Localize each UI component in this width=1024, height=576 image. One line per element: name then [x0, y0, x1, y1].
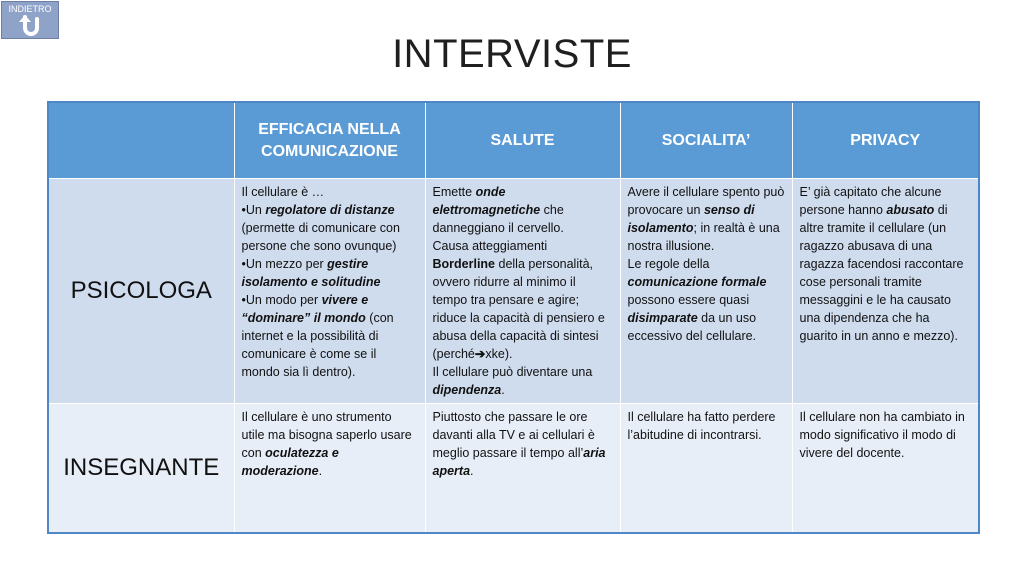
cell-text: da un uso eccessivo del cellulare. [627, 311, 757, 343]
table-header-row [48, 102, 979, 179]
cell-text: di altre tramite il cellulare (un ragazzo abusava di una ragazza facendosi raccontare cose personali tramite messaggini e le ha causato una dipendenza che ha guarito in un anno e mezzo). [799, 203, 964, 343]
cell-text: xke). [485, 347, 513, 361]
row-header: INSEGNANTE [48, 404, 234, 534]
cell-text: (con internet e la possibilità di comunicare è come se il mondo sia lì dentro). [241, 311, 394, 379]
row-header: PSICOLOGA [48, 179, 234, 404]
table-cell [234, 179, 425, 404]
cell-text: •Un modo per [241, 293, 322, 307]
cell-text: . [470, 464, 474, 478]
table-cell [425, 179, 620, 404]
column-header: SOCIALITA’ [620, 102, 792, 179]
cell-text: Avere il cellulare spento può provocare un [627, 185, 785, 217]
column-header: PRIVACY [792, 102, 979, 179]
cell-text: possono essere quasi [627, 293, 750, 307]
cell-text: dipendenza [432, 383, 502, 397]
table-row [48, 179, 979, 404]
cell-text: •Un mezzo per [241, 257, 328, 271]
cell-text: oculatezza e moderazione [241, 446, 339, 478]
cell-text: senso di isolamento [627, 203, 755, 235]
cell-text: aria aperta [432, 446, 606, 478]
cell-text: onde elettromagnetiche [432, 185, 541, 217]
cell-text: Il cellulare può diventare una [432, 365, 593, 379]
interviews-table [47, 101, 980, 534]
cell-text: Emette [432, 185, 476, 199]
cell-text: Causa atteggiamenti [432, 239, 548, 253]
back-button-label: INDIETRO [8, 4, 52, 14]
cell-text: E’ già capitato che alcune persone hanno [799, 185, 942, 217]
cell-text: comunicazione formale [627, 275, 767, 289]
cell-text: Il cellulare è uno strumento utile ma bisogna saperlo usare con [241, 410, 412, 460]
cell-text: ; in realtà è una nostra illusione. [627, 221, 780, 253]
cell-text: vivere e “dominare” il mondo [241, 293, 369, 325]
cell-text: Il cellulare ha fatto perdere l’abitudine di incontrarsi. [627, 410, 776, 442]
cell-text: ➔ [474, 347, 486, 361]
cell-text: regolatore di distanze [265, 203, 395, 217]
table-cell [792, 404, 979, 534]
cell-text: Piuttosto che passare le ore davanti alla TV e ai cellulari è meglio passare il tempo all’ [432, 410, 595, 460]
table-cell [620, 179, 792, 404]
column-header: EFFICACIA NELLA COMUNICAZIONE [234, 102, 425, 179]
cell-text: Il cellulare non ha cambiato in modo significativo il modo di vivere del docente. [799, 410, 965, 460]
cell-text: gestire isolamento e solitudine [241, 257, 381, 289]
cell-text: della personalità, ovvero ridurre al minimo il tempo tra pensare e agire; riduce la capacità di pensiero e abusa della capacità di sintesi (perché [432, 257, 605, 361]
cell-text: . [501, 383, 505, 397]
table-cell [234, 404, 425, 534]
table-cell [792, 179, 979, 404]
table-corner-cell [48, 102, 234, 179]
cell-text: disimparate [627, 311, 698, 325]
column-header: SALUTE [425, 102, 620, 179]
cell-text: Le regole della [627, 257, 710, 271]
cell-text: che danneggiano il cervello. [432, 203, 564, 235]
cell-text: Il cellulare è … [241, 185, 325, 199]
table-cell [425, 404, 620, 534]
table-cell [620, 404, 792, 534]
cell-text: . [318, 464, 323, 478]
cell-text: •Un [241, 203, 266, 217]
table-row [48, 404, 979, 534]
cell-text: abusato [886, 203, 935, 217]
cell-text: Borderline [432, 257, 496, 271]
page-title: INTERVISTE [392, 32, 632, 76]
cell-text: (permette di comunicare con persone che sono ovunque) [241, 221, 400, 253]
